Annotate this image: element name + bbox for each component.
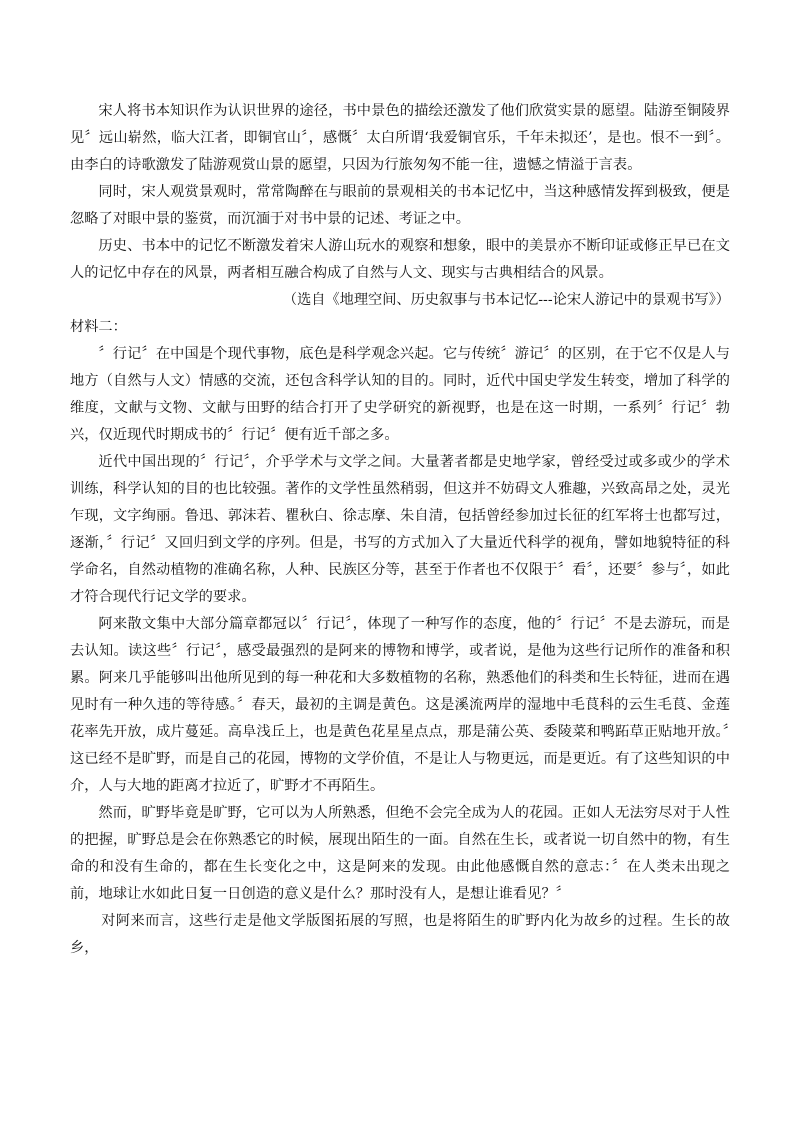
paragraph-1: 宋人将书本知识作为认识世界的途径，书中景色的描绘还激发了他们欣赏实景的愿望。陆游至铜陵界见〞远山崭然，临大江者，即铜官山〞，感慨〞太白所谓‘我爱铜官乐，千年未拟还’，是也。恨不一到〞。由李白的诗歌激发了陆游观赏山景的愿望，只因为行旅匆匆不能一往，遗憾之情溢于言表。 xyxy=(70,103,730,173)
material-paragraph-1: 〞行记〞在中国是个现代事物，底色是科学观念兴起。它与传统〞游记〞的区别，在于它不仅是人与地方（自然与人文）情感的交流，还包含科学认知的目的。同时，近代中国史学发生转变，增加了科学的维度，文献与文物、文献与田野的结合打开了史学研究的新视野，也是在这一时期，一系列〞行记〞勃兴，仅近现代时期成书的〞行记〞便有近千部之多。 xyxy=(70,346,730,443)
material-paragraph-5: 对阿来而言，这些行走是他文学版图拓展的写照，也是将陌生的旷野内化为故乡的过程。生长的故乡， xyxy=(70,913,730,956)
material-paragraph-2: 近代中国出现的〞行记〞，介乎学术与文学之间。大量著者都是史地学家，曾经受过或多或少的学术训练，科学认知的目的也比较强。著作的文学性虽然稍弱，但这并不妨碍文人雅趣，兴致高昂之处，灵光乍现，文字绚丽。鲁迅、郭沫若、瞿秋白、徐志摩、朱自清，包括曾经参加过长征的红军将士也都写过，逐渐，〞行记〞又回归到文学的序列。但是，书写的方式加入了大量近代科学的视角，譬如地貌特征的科学命名，自然动植物的准确名称，人种、民族区分等，甚至于作者也不仅限于〞看〞，还要〞参与〞，如此才符合现代行记文学的要求。 xyxy=(70,454,730,605)
document-page xyxy=(70,98,730,962)
material-paragraph-4: 然而，旷野毕竟是旷野，它可以为人所熟悉，但绝不会完全成为人的花园。正如人无法穷尽对于人性的把握，旷野总是会在你熟悉它的时候，展现出陌生的一面。自然在生长，或者说一切自然中的物，有生命的和没有生命的，都在生长变化之中，这是阿来的发现。由此他感慨自然的意志：〞在人类未出现之前，地球让水如此日复一日创造的意义是什么？那时没有人，是想让谁看见？〞 xyxy=(70,805,730,902)
material-paragraph-3: 阿来散文集中大部分篇章都冠以〞行记〞，体现了一种写作的态度，他的〞行记〞不是去游玩，而是去认知。读这些〞行记〞，感受最强烈的是阿来的博物和博学，或者说，是他为这些行记所作的准备和积累。阿来几乎能够叫出他所见到的每一种花和大多数植物的名称，熟悉他们的科类和生长特征，进而在遇见时有一种久违的等待感。〞春天，最初的主调是黄色。这是溪流两岸的湿地中毛茛科的云生毛茛、金莲花率先开放，成片蔓延。高阜浅丘上，也是黄色花星星点点，那是蒲公英、委陵菜和鸭跖草正贴地开放。〞这已经不是旷野，而是自己的花园，博物的文学价值，不是让人与物更远，而是更近。有了这些知识的中介，人与大地的距离才拉近了，旷野才不再陌生。 xyxy=(70,616,730,794)
paragraph-2: 同时，宋人观赏景观时，常常陶醉在与眼前的景观相关的书本记忆中，当这种感情发挥到极致，便是忽略了对眼中景的鉴赏，而沉湎于对书中景的记述、考证之中。 xyxy=(70,184,730,227)
material-heading: 材料二： xyxy=(70,319,127,335)
paragraph-3: 历史、书本中的记忆不断激发着宋人游山玩水的观察和想象，眼中的美景亦不断印证或修正早已在文人的记忆中存在的风景，两者相互融合构成了自然与人文、现实与古典相结合的风景。 xyxy=(70,238,730,281)
source-citation: （选自《地理空间、历史叙事与书本记忆---论宋人游记中的景观书写》） xyxy=(282,292,730,308)
